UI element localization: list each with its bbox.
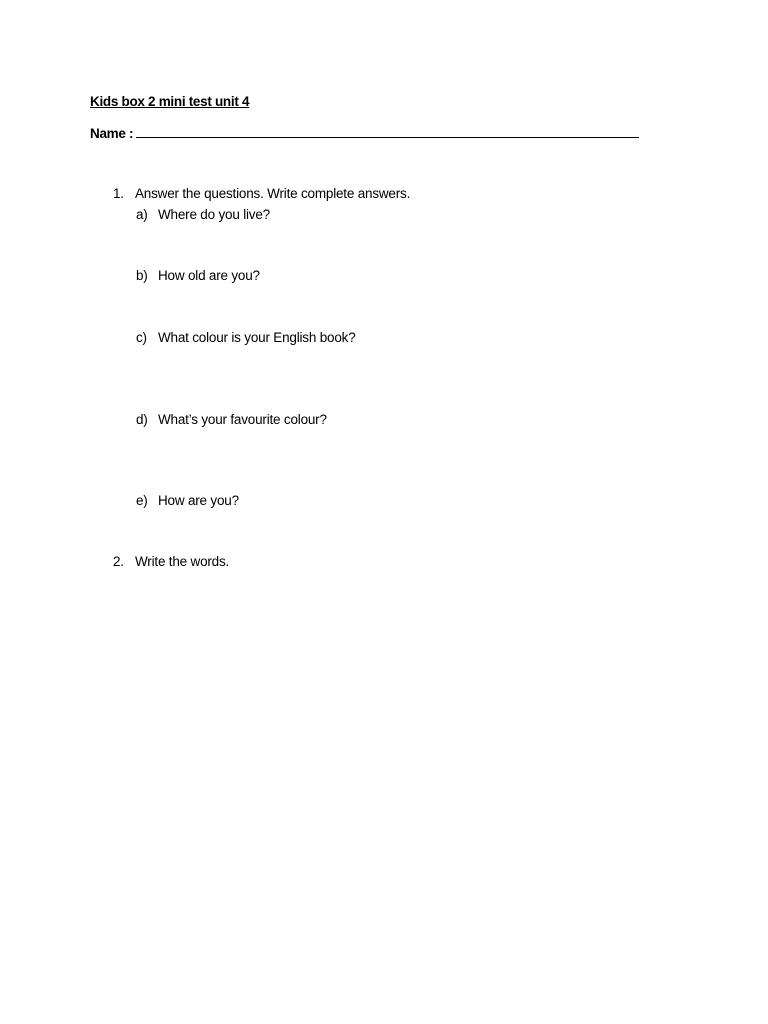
item-letter: b) (136, 268, 148, 283)
item-text: What’s your favourite colour? (158, 412, 327, 427)
name-blank-line (136, 125, 639, 138)
question-number: 2. (113, 554, 124, 569)
item-text: Where do you live? (158, 207, 270, 222)
item-letter: e) (136, 493, 148, 508)
item-letter: a) (136, 207, 148, 222)
item-text: How old are you? (158, 268, 260, 283)
item-letter: d) (136, 412, 148, 427)
item-letter: c) (136, 330, 147, 345)
question-text: Answer the questions. Write complete answers. (135, 186, 411, 201)
question-number: 1. (113, 186, 124, 201)
question-text: Write the words. (135, 554, 230, 569)
name-label: Name : (90, 126, 134, 141)
worksheet-title: Kids box 2 mini test unit 4 (90, 94, 250, 109)
item-text: How are you? (158, 493, 239, 508)
name-field-row (90, 125, 639, 141)
item-text: What colour is your English book? (158, 330, 356, 345)
